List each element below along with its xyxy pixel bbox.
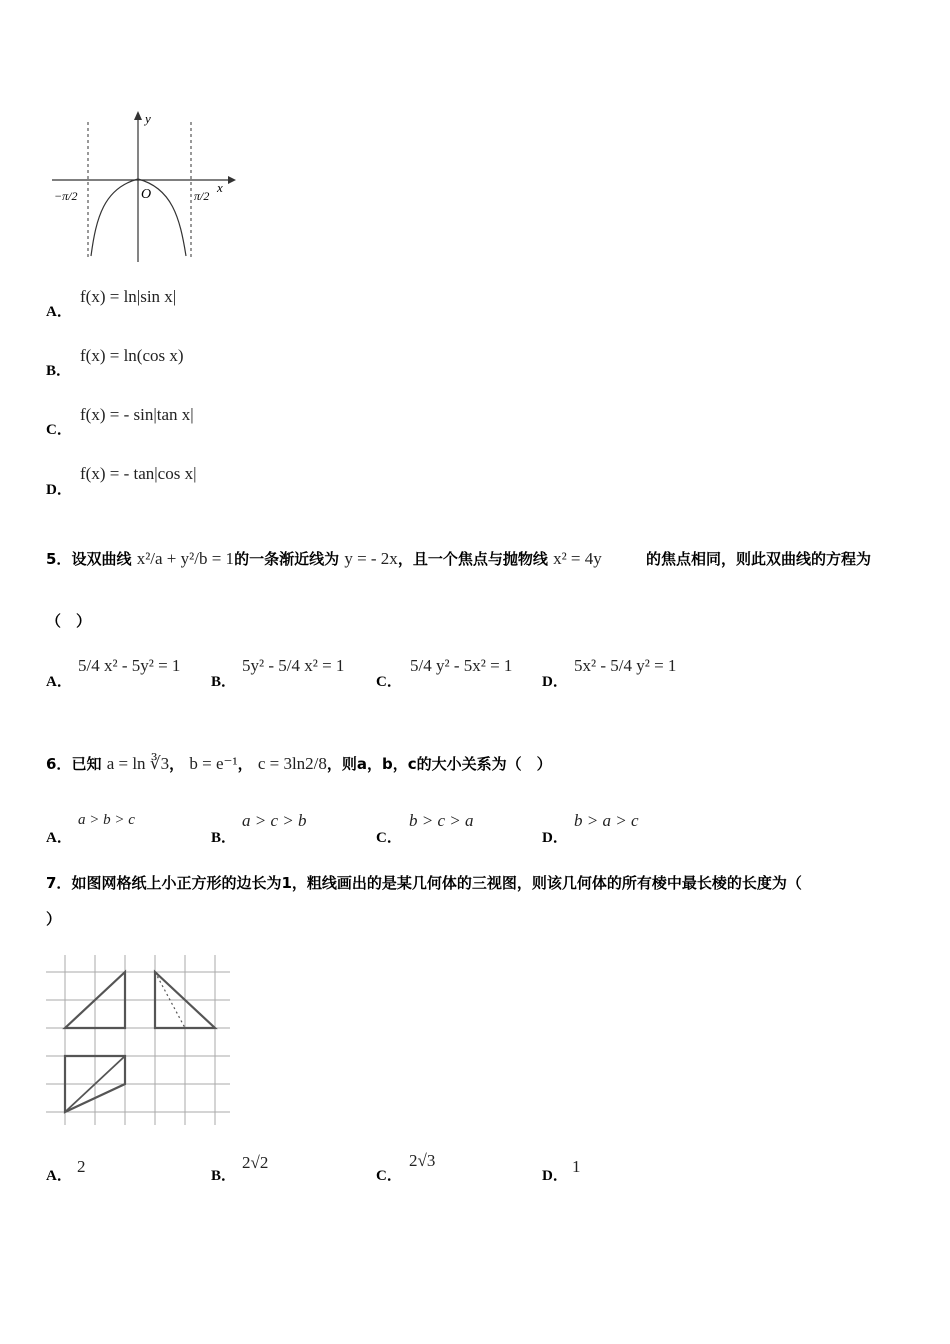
q7-stem-line1	[46, 872, 802, 893]
q5-option-d-expr: 5x² - 5/4 y² = 1	[574, 656, 677, 675]
q6-c-def: c = 3ln2/8	[257, 754, 327, 773]
q7-option-a-label[interactable]: A．	[46, 1168, 72, 1184]
q7-option-c-expr: 2√3	[409, 1151, 436, 1170]
q5-option-d-label[interactable]: D．	[542, 674, 568, 690]
q5-suffix: 的焦点相同，则此双曲线的方程为	[646, 550, 872, 568]
q5-option-c-label[interactable]: C．	[376, 674, 402, 690]
q6-option-b-label[interactable]: B．	[211, 830, 237, 846]
q5-number: 5．	[46, 550, 72, 568]
q4-option-c-expr: f(x) = - sin|tan x|	[80, 405, 194, 424]
q5-asymptote: y = - 2x	[344, 549, 398, 568]
q5-parabola: x² = 4y	[553, 549, 602, 568]
q5-mid2: ，且一个焦点与抛物线	[397, 550, 548, 568]
q6-option-d-label[interactable]: D．	[542, 830, 568, 846]
q7-text: 如图网格纸上小正方形的边长为1，粗线画出的是某几何体的三视图，则该几何体的所有棱中最长棱的长度为（	[71, 874, 802, 892]
q5-prefix: 设双曲线	[71, 550, 132, 568]
q7-option-b-label[interactable]: B．	[211, 1168, 237, 1184]
y-axis-label: y	[145, 111, 151, 126]
q5-option-a-label[interactable]: A．	[46, 674, 72, 690]
q5-option-b-label[interactable]: B．	[211, 674, 237, 690]
q6-b-def: b = e⁻¹	[189, 754, 238, 773]
origin-label: O	[141, 187, 152, 202]
q5-option-c-expr: 5/4 y² - 5x² = 1	[410, 656, 513, 675]
q7-three-view-figure	[46, 955, 230, 1125]
q6-option-c-expr: b > c > a	[409, 811, 474, 830]
y-axis-arrow	[134, 111, 142, 120]
x-axis-label: x	[217, 180, 223, 195]
q4-option-b-expr: f(x) = ln(cos x)	[80, 346, 184, 365]
q5-mid1: 的一条渐近线为	[234, 550, 340, 568]
q6-option-c-label[interactable]: C．	[376, 830, 402, 846]
q5-paren: （ ）	[46, 612, 92, 630]
q6-number: 6．	[46, 755, 72, 773]
q4-option-c-label[interactable]: C．	[46, 422, 72, 438]
q4-option-d-label[interactable]: D．	[46, 482, 72, 498]
q6-option-d-expr: b > a > c	[574, 811, 639, 830]
q6-prefix: 已知	[71, 755, 102, 773]
q4-option-d-expr: f(x) = - tan|cos x|	[80, 464, 197, 483]
q6-a-def: a = ln ∛3	[106, 754, 170, 773]
x-axis-arrow	[228, 176, 236, 184]
q7-option-d-label[interactable]: D．	[542, 1168, 568, 1184]
left-tick-label: −π/2	[54, 189, 78, 203]
right-tick-label: π/2	[194, 189, 210, 203]
q7-stem-line2: ）	[46, 910, 62, 928]
q7-option-a-expr: 2	[77, 1157, 86, 1176]
q5-hyperbola: x²/a + y²/b = 1	[136, 549, 235, 568]
q6-option-a-expr: a > b > c	[78, 812, 135, 828]
q4-function-graph	[48, 108, 238, 268]
q4-option-a-expr: f(x) = ln|sin x|	[80, 287, 177, 306]
q7-option-c-label[interactable]: C．	[376, 1168, 402, 1184]
q7-option-b-expr: 2√2	[242, 1153, 269, 1172]
grid-lines	[46, 955, 230, 1125]
q6-stem: 6．已知 a = ln ∛3， b = e⁻¹， c = 3ln2/8，则a，b，c的大小关系为（ ）	[46, 754, 552, 773]
q5-stem	[46, 548, 602, 569]
q7-option-d-expr: 1	[572, 1157, 581, 1176]
q4-option-a-label[interactable]: A．	[46, 304, 72, 320]
q6-option-a-label[interactable]: A．	[46, 830, 72, 846]
q7-number: 7．	[46, 874, 72, 892]
q5-option-b-expr: 5y² - 5/4 x² = 1	[242, 656, 345, 675]
q6-suffix: ，则a，b，c的大小关系为（ ）	[326, 755, 552, 773]
q5-option-a-expr: 5/4 x² - 5y² = 1	[78, 656, 181, 675]
q6-option-b-expr: a > c > b	[242, 811, 307, 830]
q4-option-b-label[interactable]: B．	[46, 363, 72, 379]
